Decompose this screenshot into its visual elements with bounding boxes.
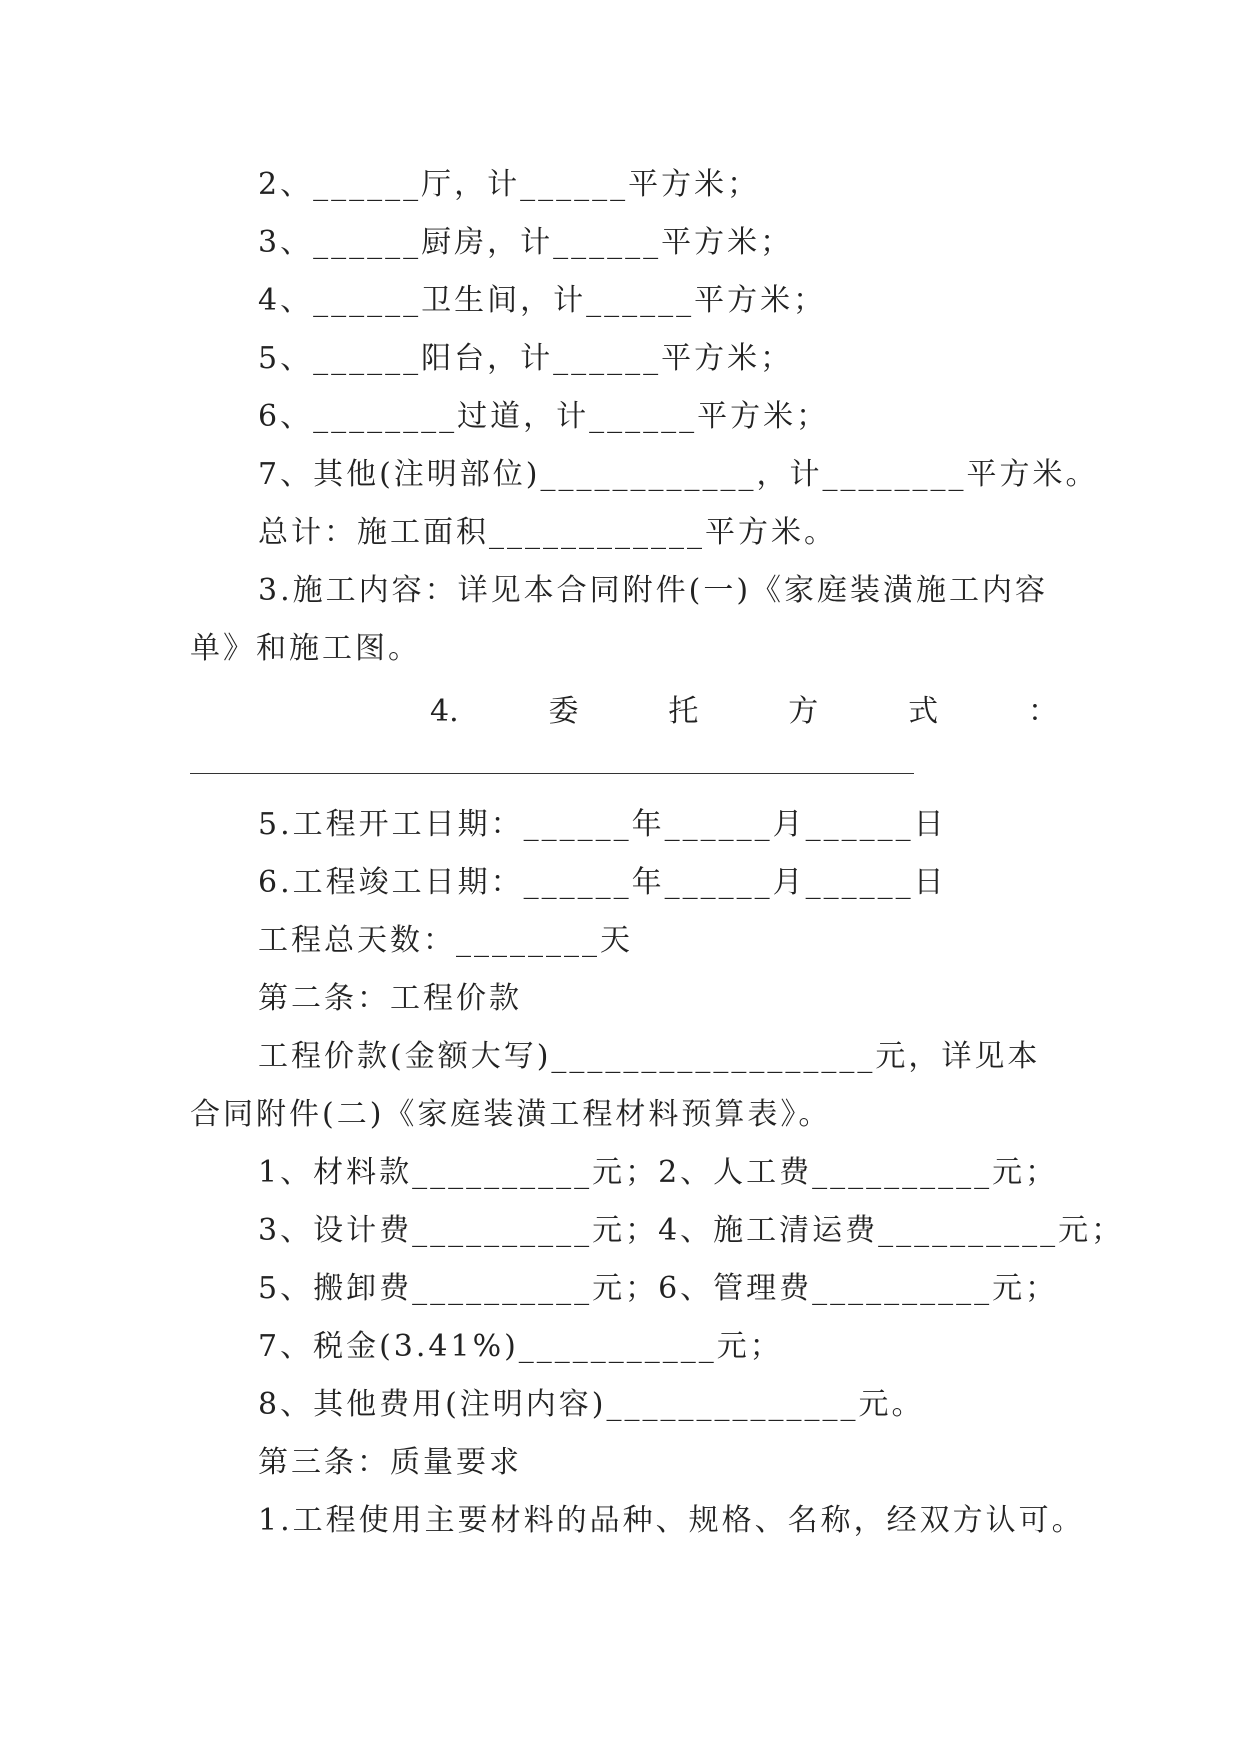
construction-content-line: 3.施工内容：详见本合同附件(一)《家庭装潢施工内容 [258, 573, 1049, 608]
other-fee-line: 8、其他费用(注明内容)______________元。 [258, 1387, 925, 1422]
fee-line-2: 3、设计费__________元；4、施工清运费__________元； [258, 1213, 1125, 1248]
start-date-line: 5.工程开工日期：______年______月______日 [258, 807, 947, 842]
price-amount-line: 工程价款(金额大写)__________________元，详见本 [258, 1039, 1041, 1074]
fee-line-1: 1、材料款__________元；2、人工费__________元； [258, 1155, 1059, 1190]
area-balcony-line: 5、______阳台，计______平方米； [258, 341, 794, 376]
delegation-blank-rule [190, 773, 914, 774]
delegation-colon: ： [1028, 694, 1058, 729]
article-three-heading: 第三条：质量要求 [258, 1445, 522, 1480]
fee-line-3: 5、搬卸费__________元；6、管理费__________元； [258, 1271, 1059, 1306]
quality-item-1: 1.工程使用主要材料的品种、规格、名称，经双方认可。 [258, 1503, 1085, 1538]
construction-content-cont: 单》和施工图。 [190, 631, 421, 666]
end-date-line: 6.工程竣工日期：______年______月______日 [258, 865, 947, 900]
area-total-line: 总计：施工面积____________平方米。 [258, 515, 837, 550]
delegation-char: 方 [788, 694, 819, 729]
tax-line: 7、税金(3.41%)___________元； [258, 1329, 783, 1364]
price-amount-cont: 合同附件(二)《家庭装潢工程材料预算表》。 [190, 1097, 832, 1132]
article-two-heading: 第二条：工程价款 [258, 981, 522, 1016]
area-kitchen-line: 3、______厨房，计______平方米； [258, 225, 794, 260]
delegation-char: 托 [668, 694, 699, 729]
delegation-method-line [190, 692, 1058, 732]
area-corridor-line: 6、________过道，计______平方米； [258, 399, 830, 434]
area-other-line: 7、其他(注明部位)____________，计________平方米。 [258, 457, 1099, 492]
area-bathroom-line: 4、______卫生间，计______平方米； [258, 283, 827, 318]
area-hall-line: 2、______厅，计______平方米； [258, 167, 761, 202]
delegation-char: 委 [548, 694, 579, 729]
total-days-line: 工程总天数：________天 [258, 923, 633, 958]
delegation-char: 式 [908, 694, 939, 729]
delegation-number: 4. [430, 694, 459, 729]
